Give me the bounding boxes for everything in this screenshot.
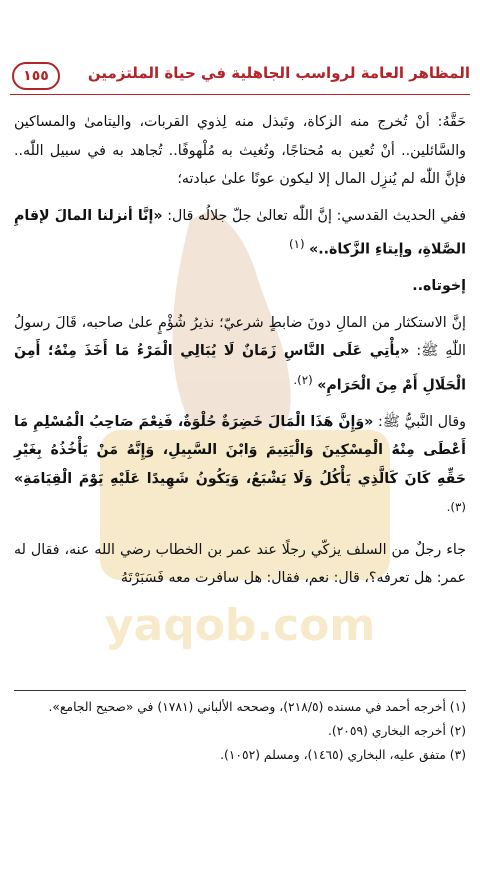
paragraph-2: ففي الحديث القدسي: إنَّ اللّٰه تعالىٰ جلّ جلالُه قال: «إنَّا أنزلنا المالَ لإقامِ الصَّلاةِ، وإيتاءِ الزَّكاة..» $^{(١)}$: [14, 207, 466, 258]
footnote-3: (٣) متفق عليه، البخاري (١٤٦٥)، ومسلم (١٠٥٢).: [220, 748, 466, 762]
footnote-ref-3: (٣).: [446, 500, 466, 515]
page-header: [10, 62, 470, 95]
paragraph-1: حَقَّهُ: أنْ تُخرج منه الزكاة، وتَبذل منه لِذوي القربات، واليتامىٰ والمساكين والسَّائلين.. أنْ تُعين به مُحتاجًا، وتُغيث به مُلْهوفًا.. تُجاهد به في سبيل اللّٰه.. فإنَّ اللّٰه لم يُنزِل المال إلا ليكون عونًا علىٰ عبادته؛: [14, 114, 466, 187]
main-text: [14, 108, 466, 601]
hadith-quote-3: «وَإِنَّ هَذَا الْمَالَ خَضِرَةٌ حُلْوَةٌ، فَنِعْمَ صَاحِبُ الْمُسْلِمِ مَا أَعْطَى مِنْهُ الْمِسْكِينَ وَالْيَتِيمَ وَابْنَ السَّبِيلِ، وَإِنَّهُ مَنْ يَأْخُذُهُ بِغَيْرِ حَقِّهِ كَانَ كَالَّذِي يَأْكُلُ وَلَا يَشْبَعُ، وَيَكُونُ شَهِيدًا عَلَيْهِ يَوْمَ الْقِيَامَةِ»: [14, 413, 466, 487]
hadith-quote-2: «يأْتِي عَلَى النَّاسِ زَمَانٌ لَا يُبَالِي الْمَرْءُ مَا أَخَذَ مِنْهُ؛ أَمِنَ الْحَلَالِ أَمْ مِنَ الْحَرَامِ»: [14, 343, 466, 394]
footnote-1: (١) أخرجه أحمد في مسنده (٢١٨/٥)، وصححه الألباني (١٧٨١) في «صحيح الجامع».: [48, 700, 466, 714]
page-number: ١٥٥: [12, 62, 60, 90]
footnote-ref-1: (١): [288, 237, 305, 251]
footnotes: [14, 690, 466, 767]
paragraph-4: إنَّ الاستكثار من المالِ دونَ ضابطٍ شرعيّ؛ نذيرُ شُؤْمٍ علىٰ صاحبه، قَالَ رسولُ اللّٰهِ ﷺ: «يأْتِي عَلَى النَّاسِ زَمَانٌ لَا يُبَالِي الْمَرْءُ مَا أَخَذَ مِنْهُ؛ أَمِنَ الْحَلَالِ أَمْ مِنَ الْحَرَامِ» $^{(٢).}$: [14, 314, 466, 394]
running-title: المظاهر العامة لرواسب الجاهلية في حياة الملتزمين: [87, 64, 470, 82]
watermark-text: yaqob.com: [104, 600, 376, 651]
hadith-quote-1: «إنَّا أنزلنا المالَ لإقامِ الصَّلاةِ، وإيتاءِ الزَّكاة..»: [14, 207, 466, 258]
section-heading: إخوتاه..: [412, 278, 466, 295]
paragraph-5: وقال النَّبيُّ ﷺ: «وَإِنَّ هَذَا الْمَالَ خَضِرَةٌ حُلْوَةٌ، فَنِعْمَ صَاحِبُ الْمُسْلِمِ مَا أَعْطَى مِنْهُ الْمِسْكِينَ وَالْيَتِيمَ وَابْنَ السَّبِيلِ، وَإِنَّهُ مَنْ يَأْخُذُهُ بِغَيْرِ حَقِّهِ كَانَ كَالَّذِي يَأْكُلُ وَلَا يَشْبَعُ، وَيَكُونُ شَهِيدًا عَلَيْهِ يَوْمَ الْقِيَامَةِ» $^{(٣).}$: [14, 413, 467, 515]
paragraph-6: جاء رجلٌ من السلف يزكّي رجلًا عند عمر بن الخطاب رضي الله عنه، فقال له عمر: هل تعرفه؟، قال: نعم، فقال: هل سافرت معه فَسَبَرْتَهُ: [14, 541, 466, 587]
footnote-ref-2: (٢).: [293, 372, 313, 387]
footnote-2: (٢) أخرجه البخاري (٢٠٥٩).: [327, 724, 466, 738]
